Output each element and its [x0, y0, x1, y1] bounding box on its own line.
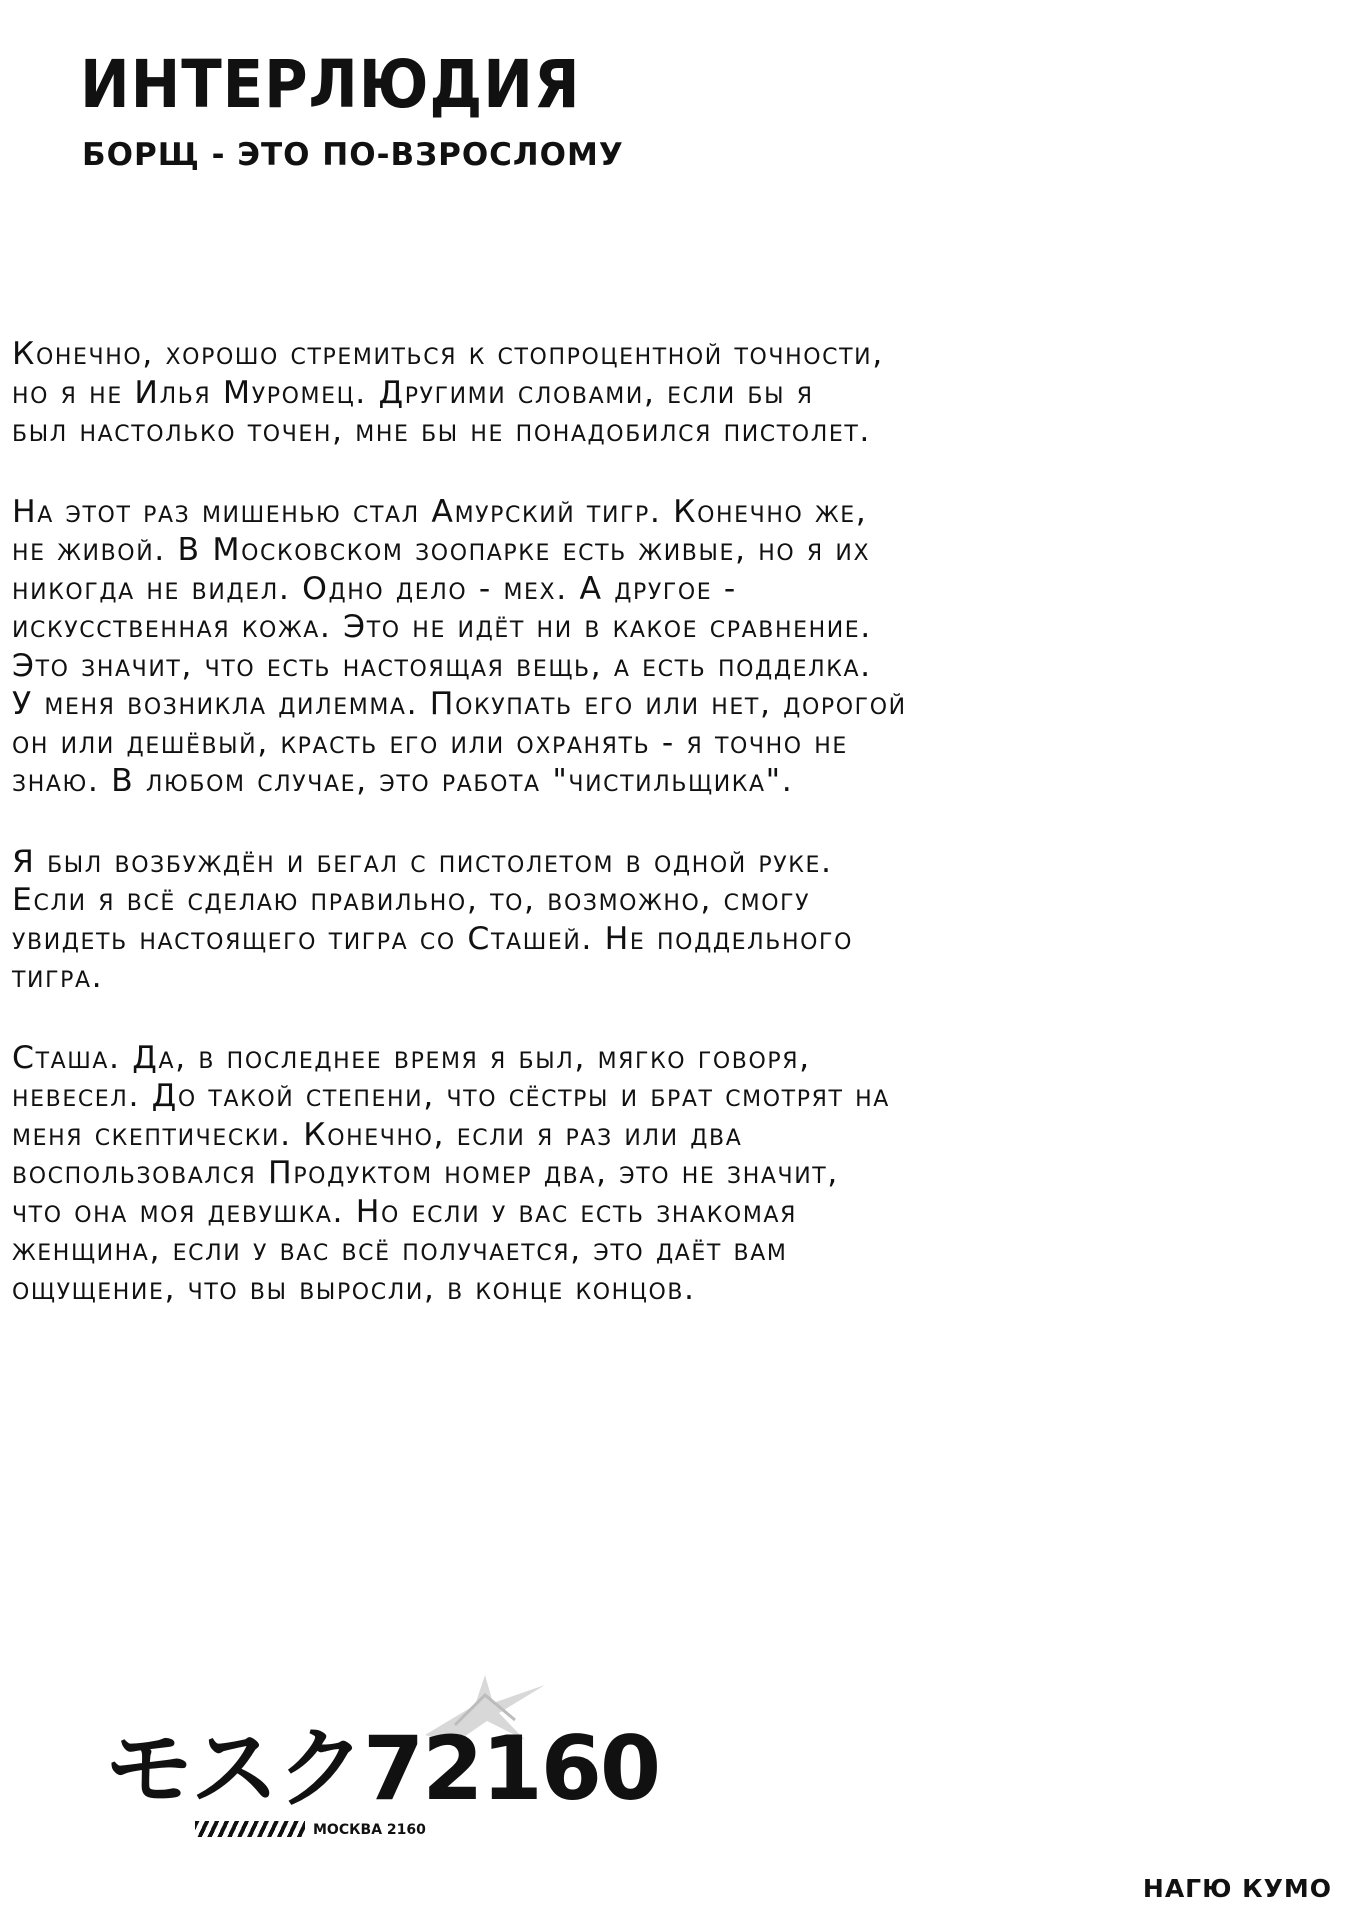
paragraph: Сташа. Да, в последнее время я был, мягко говоря, невесел. До такой степени, что сёстры и брат смотрят на меня скептически. Конечно, если я раз или два воспользовался Продуктом номер два, это не значит, что она моя девушка. Но если у вас есть знакомая женщина, если у вас всё получается, это даёт вам ощущение, что вы выросли, в конце концов. — [12, 1039, 890, 1307]
paragraph: Конечно, хорошо стремиться к стопроцентной точности, но я не Илья Муромец. Другими словами, если бы я был настолько точен, мне бы не понадобился пистолет. — [12, 336, 884, 449]
logo-subtitle: МОСКВА 2160 — [313, 1822, 426, 1838]
paragraph: На этот раз мишенью стал Амурский тигр. Конечно же, не живой. В Московском зоопарке есть живые, но я их никогда не видел. Одно дело - мех. А другое - искусственная кожа. Это не идёт ни в какое сравнение. Это значит, что есть настоящая вещь, а есть подделка. У меня возникла дилемма. Покупать его или нет, дорогой он или дешёвый, красть его или охранять - я точно не знаю. В любом случае, это работа "чистильщика". — [12, 493, 907, 799]
page-title: ИНТЕРЛЮДИЯ — [80, 46, 581, 123]
author-name: НАГЮ КУМО — [1142, 1874, 1332, 1903]
logo-wordmark: モスク72160 — [105, 1717, 660, 1820]
page-subtitle: БОРЩ - ЭТО ПО-ВЗРОСЛОМУ — [82, 137, 624, 173]
body-text — [12, 335, 1340, 1350]
series-logo — [105, 1717, 660, 1855]
logo-stripes — [195, 1821, 305, 1837]
paragraph: Я был возбуждён и бегал с пистолетом в одной руке. Если я всё сделаю правильно, то, возможно, смогу увидеть настоящего тигра со Сташей. Не поддельного тигра. — [12, 843, 853, 995]
